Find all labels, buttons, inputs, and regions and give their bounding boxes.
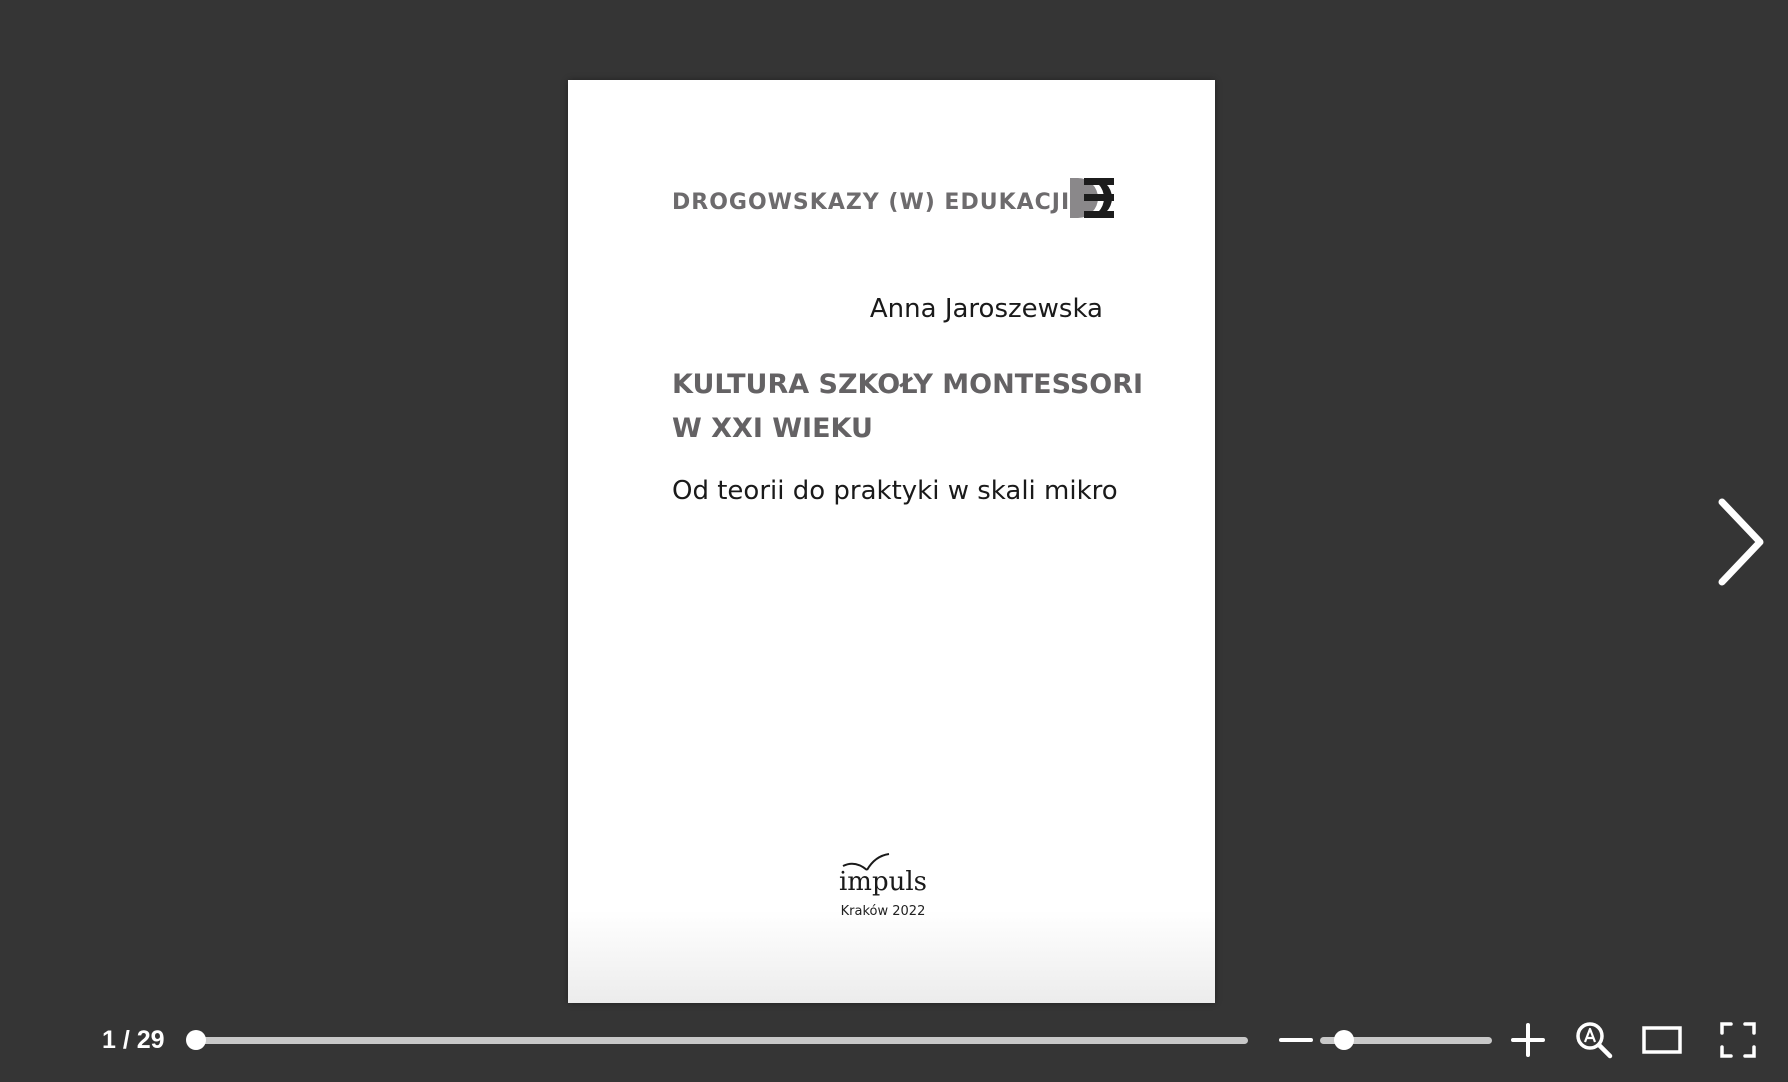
document-page [568, 80, 1215, 1003]
publisher-block [828, 852, 938, 919]
magnifier-auto-icon [1578, 1024, 1610, 1056]
chevron-right-icon [1722, 502, 1760, 582]
fullscreen-icon [1722, 1024, 1754, 1056]
zoom-auto-button[interactable] [1574, 1020, 1614, 1060]
page-slider-thumb[interactable] [186, 1030, 206, 1050]
viewer-toolbar [0, 1010, 1788, 1070]
series-label: DROGOWSKAZY (W) EDUKACJI [672, 190, 1071, 215]
next-page-button[interactable] [1710, 496, 1766, 588]
publisher-logo [837, 852, 929, 900]
fit-page-button[interactable] [1642, 1020, 1682, 1060]
page-slider[interactable] [188, 1032, 1248, 1048]
book-title [672, 363, 1144, 451]
zoom-slider-thumb[interactable] [1334, 1030, 1354, 1050]
book-subtitle: Od teorii do praktyki w skali mikro [672, 476, 1118, 506]
series-header [672, 176, 1114, 226]
plus-icon [1513, 1025, 1543, 1055]
zoom-slider[interactable] [1320, 1032, 1492, 1048]
publisher-place: Kraków 2022 [840, 904, 926, 919]
page-slider-track[interactable] [188, 1037, 1248, 1044]
book-title-line-2: W XXI WIEKU [672, 413, 873, 444]
fullscreen-button[interactable] [1718, 1020, 1758, 1060]
zoom-in-button[interactable] [1508, 1020, 1548, 1060]
rectangle-icon [1644, 1028, 1680, 1052]
series-logo-icon [1070, 176, 1114, 220]
book-title-line-1: KULTURA SZKOŁY MONTESSORI [672, 369, 1144, 400]
author-name: Anna Jaroszewska [869, 294, 1103, 324]
page-counter: 1 / 29 [102, 1026, 165, 1054]
publisher-logo-text: impuls [838, 867, 928, 897]
zoom-out-button[interactable] [1276, 1020, 1316, 1060]
